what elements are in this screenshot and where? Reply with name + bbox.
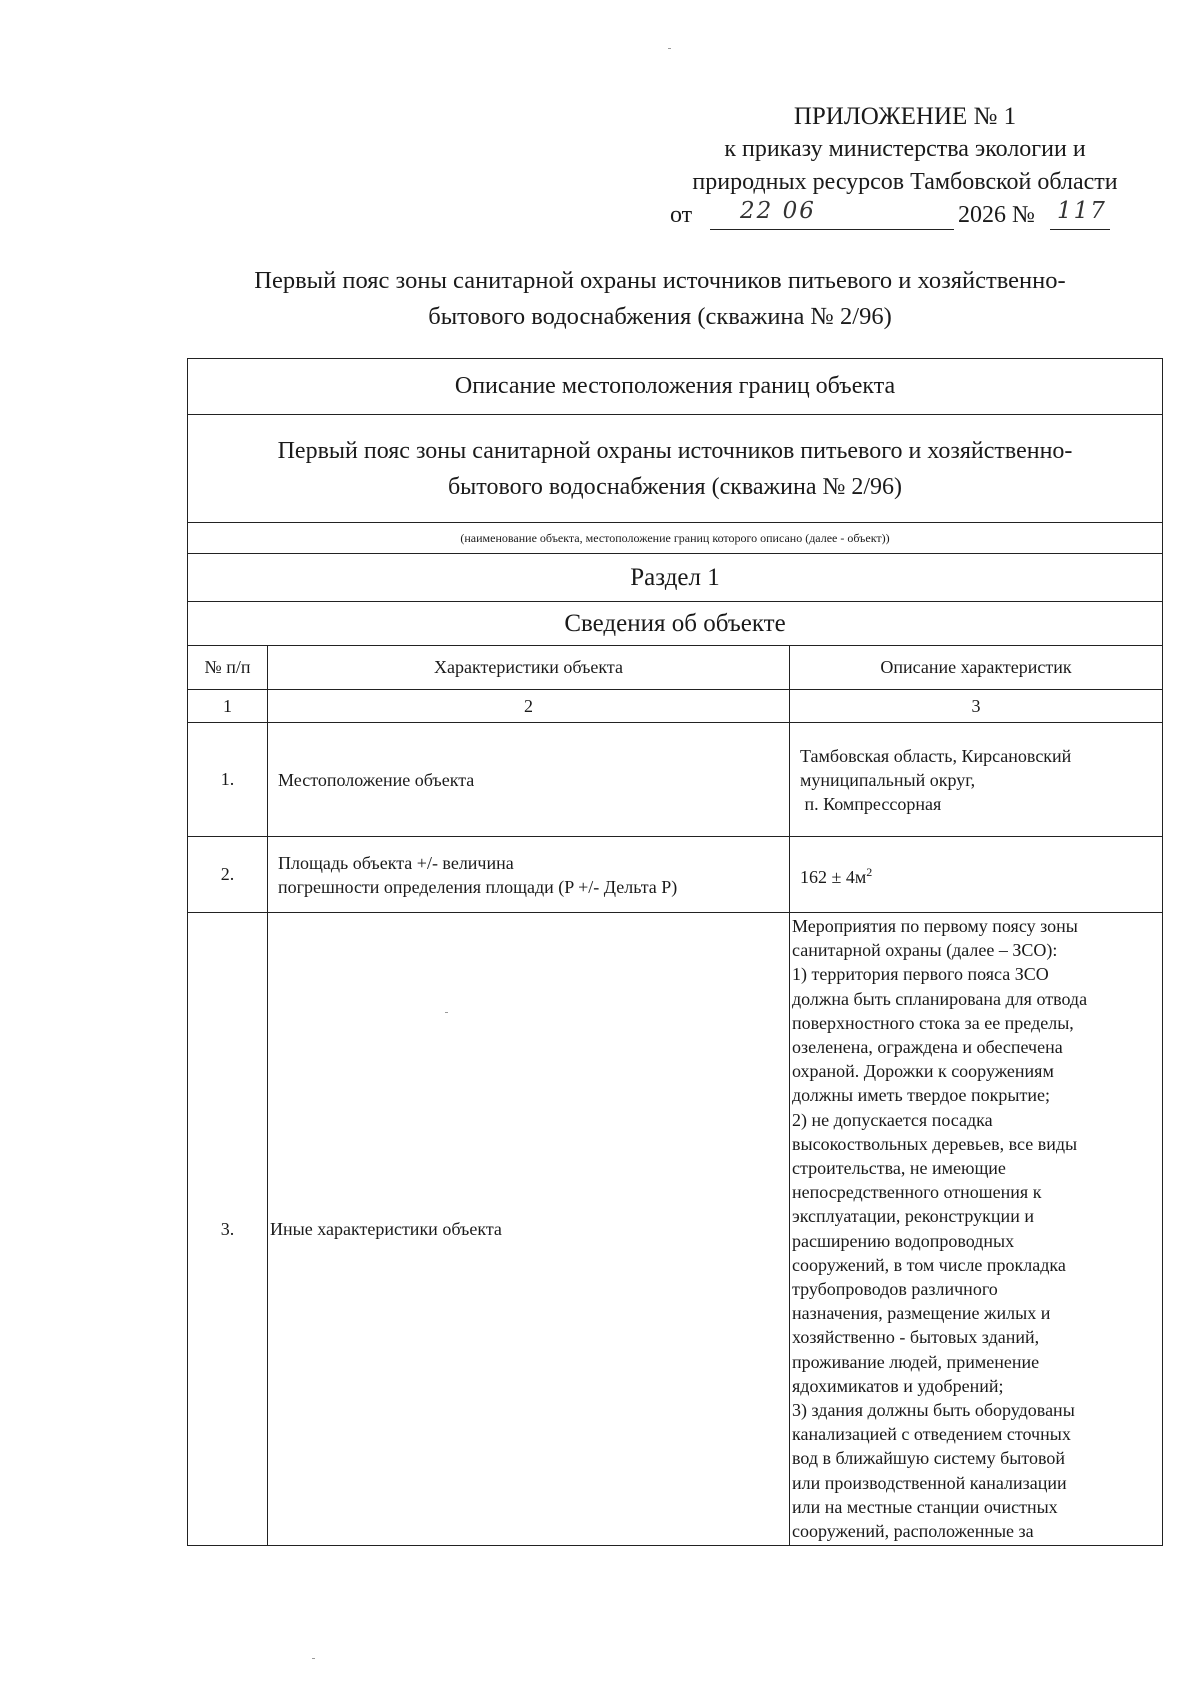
annex-header (640, 100, 1170, 233)
column-number-2: 2 (268, 690, 790, 723)
column-header-description: Описание характеристик (790, 646, 1163, 690)
row-number: 1. (188, 723, 268, 837)
object-name-note: (наименование объекта, местоположение границ которого описано (далее - объект)) (188, 523, 1163, 554)
description-line: озеленена, ограждена и обеспечена (792, 1037, 1063, 1058)
handwritten-order-number: 117 (1057, 198, 1107, 224)
column-header-characteristic: Характеристики объекта (268, 646, 790, 690)
object-name-line-1: Первый пояс зоны санитарной охраны источников питьевого и хозяйственно- (277, 437, 1073, 464)
description-line: сооружений, расположенные за (792, 1521, 1034, 1542)
order-reference-line-2: природных ресурсов Тамбовской области (692, 169, 1118, 195)
row-characteristic (268, 837, 790, 913)
description-line: высокоствольных деревьев, все виды (792, 1133, 1078, 1154)
description-line: или на местные станции очистных (792, 1496, 1058, 1517)
description-line: расширению водопроводных (792, 1230, 1015, 1251)
description-line: вод в ближайшую систему бытовой (792, 1448, 1065, 1469)
description-line: п. Компрессорная (800, 793, 942, 814)
description-line: Тамбовская область, Кирсановский (800, 745, 1072, 766)
characteristic-line: погрешности определения площади (P +/- Дельта P) (278, 876, 678, 897)
description-line: санитарной охраны (далее – ЗСО): (792, 940, 1058, 961)
date-underline (710, 229, 954, 230)
description-line: сооружений, в том числе прокладка (792, 1254, 1066, 1275)
document-title-line-2: бытового водоснабжения (скважина № 2/96) (428, 303, 892, 330)
scan-speck (668, 48, 671, 49)
row-characteristic: Иные характеристики объекта (268, 913, 790, 1546)
row-number: 2. (188, 837, 268, 913)
number-underline (1050, 229, 1110, 230)
description-line: строительства, не имеющие (792, 1158, 1006, 1179)
description-line: Мероприятия по первому поясу зоны (792, 916, 1078, 936)
table-row (188, 913, 1163, 1546)
description-line: поверхностного стока за ее пределы, (792, 1012, 1074, 1033)
order-reference-line-1: к приказу министерства экологии и (724, 136, 1086, 162)
row-description (790, 913, 1163, 1546)
column-number-1: 1 (188, 690, 268, 723)
object-name-cell (188, 415, 1163, 523)
table-heading: Описание местоположения границ объекта (188, 359, 1163, 415)
area-unit-superscript: 2 (866, 865, 873, 879)
row-number: 3. (188, 913, 268, 1546)
annex-title: ПРИЛОЖЕНИЕ № 1 (793, 103, 1017, 130)
column-header-number: № п/п (188, 646, 268, 690)
row-characteristic: Местоположение объекта (268, 723, 790, 837)
description-line: 3) здания должны быть оборудованы (792, 1400, 1075, 1421)
description-line: должны иметь твердое покрытие; (792, 1085, 1050, 1106)
year-number-label: 2026 № (958, 202, 1035, 228)
section-title: Сведения об объекте (188, 602, 1163, 646)
column-number-3: 3 (790, 690, 1163, 723)
row-description (790, 837, 1163, 913)
description-line: должна быть спланирована для отвода (792, 988, 1088, 1009)
description-line: трубопроводов различного (792, 1279, 998, 1300)
description-line: канализацией с отведением сточных (792, 1424, 1071, 1445)
row-description (790, 723, 1163, 837)
scan-speck (312, 1658, 315, 1659)
description-line: проживание людей, применение (792, 1351, 1040, 1372)
scan-speck (445, 1012, 448, 1013)
description-line: охраной. Дорожки к сооружениям (792, 1061, 1054, 1082)
section-number: Раздел 1 (188, 554, 1163, 602)
table-row (188, 723, 1163, 837)
description-line: назначения, размещение жилых и (792, 1303, 1051, 1324)
document-title (180, 263, 1140, 335)
description-line: 1) территория первого пояса ЗСО (792, 964, 1049, 985)
description-line: муниципальный округ, (800, 769, 976, 790)
description-line: или производственной канализации (792, 1472, 1067, 1493)
table-row (188, 837, 1163, 913)
description-line: 2) не допускается посадка (792, 1109, 993, 1130)
description-line: ядохимикатов и удобрений; (792, 1375, 1004, 1396)
area-value: 162 ± 4м (800, 867, 867, 887)
characteristic-line: Площадь объекта +/- величина (278, 852, 514, 873)
document-title-line-1: Первый пояс зоны санитарной охраны источников питьевого и хозяйственно- (254, 267, 1066, 294)
object-description-table (187, 358, 1163, 1546)
description-line: хозяйственно - бытовых зданий, (792, 1327, 1040, 1348)
description-line: эксплуатации, реконструкции и (792, 1206, 1034, 1227)
description-line: непосредственного отношения к (792, 1182, 1042, 1203)
object-name-line-2: бытового водоснабжения (скважина № 2/96) (447, 473, 903, 500)
from-label: от (670, 202, 693, 228)
handwritten-date: 22 06 (740, 198, 816, 224)
order-date-line (640, 199, 1170, 233)
